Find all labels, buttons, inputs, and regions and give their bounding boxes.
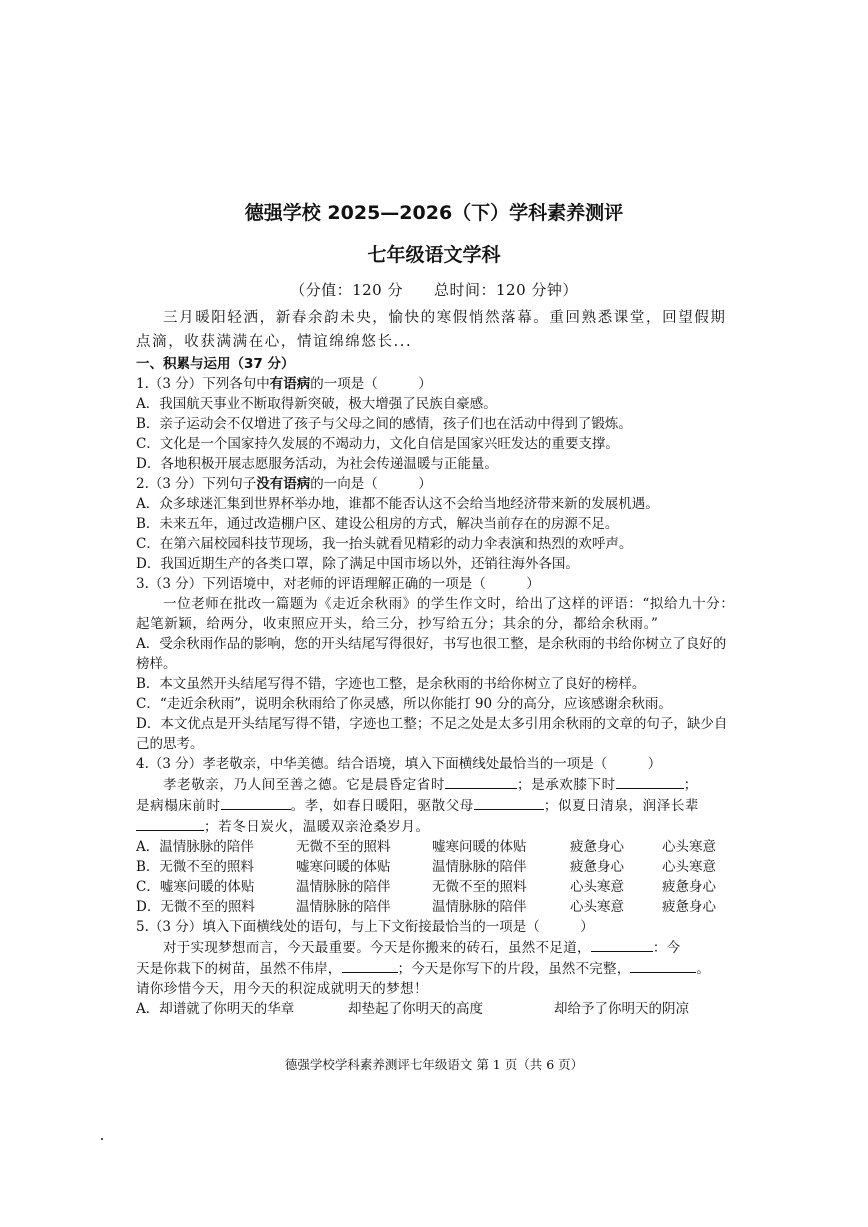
fill-blank[interactable] xyxy=(342,958,398,973)
page-footer: 德强学校学科素养测评七年级语文 第 1 页（共 6 页） xyxy=(284,1057,584,1072)
question-1-option-c: C．文化是一个国家持久发展的不竭动力，文化自信是国家兴旺发达的重要支撑。 xyxy=(136,436,619,452)
question-5-option-a: A．却谱就了你明天的华章 却垫起了你明天的高度 却给予了你明天的阴凉 xyxy=(136,1001,689,1017)
question-3-option-b: B．本文虽然开头结尾写得不错，字迹也工整，是余秋雨的书给你树立了良好的榜样。 xyxy=(136,676,646,692)
score-info: （分值：120 分 总时间：120 分钟） xyxy=(290,281,578,299)
fill-blank[interactable] xyxy=(221,795,291,810)
question-2-option-c: C．在第六届校园科技节现场，我一抬头就看见精彩的动力伞表演和热烈的欢呼声。 xyxy=(136,536,633,552)
question-4-passage-line-2: 是病榻床前时 。孝，如春日暖阳，驱散父母 ；似夏日清泉，润泽长辈 xyxy=(136,795,736,816)
question-4-option-b: B．无微不至的照料 嘘寒问暖的体贴 温情脉脉的陪伴 疲惫身心 心头寒意 xyxy=(136,859,716,875)
question-1-stem: 1.（3 分）下列各句中有语病的一项是（ ） xyxy=(136,376,432,392)
question-4-stem: 4.（3 分）孝老敬亲，中华美德。结合语境，填入下面横线处最恰当的一项是（ ） xyxy=(136,756,662,772)
fill-blank[interactable] xyxy=(474,795,544,810)
question-5-passage-line-3: 请你珍惜今天，用今天的积淀成就明天的梦想！ xyxy=(136,981,428,997)
question-1-option-a: A．我国航天事业不断取得新突破，极大增强了民族自豪感。 xyxy=(136,396,497,412)
question-5-stem: 5.（3 分）填入下面横线处的语句，与上下文衔接最恰当的一项是（ ） xyxy=(136,919,594,935)
question-3-stem: 3.（3 分）下列语境中，对老师的评语理解正确的一项是（ ） xyxy=(136,576,540,592)
question-1-option-b: B．亲子运动会不仅增进了孩子与父母之间的感情，孩子们也在活动中得到了锻炼。 xyxy=(136,416,632,432)
section-heading: 一、积累与运用（37 分） xyxy=(136,356,295,372)
question-3-passage: 一位老师在批改一篇题为《走近余秋雨》的学生作文时，给出了这样的评语：“拟给九十分：起笔新颖，给两分，收束照应开头，给三分，抄写给五分；其余的分，都给余秋雨。” xyxy=(136,596,735,632)
question-2-option-a: A．众多球迷汇集到世界杯举办地，谁都不能否认这不会给当地经济带来新的发展机遇。 xyxy=(136,496,659,512)
exam-content xyxy=(136,306,736,1019)
question-4-option-d: D．无微不至的照料 温情脉脉的陪伴 温情脉脉的陪伴 心头寒意 疲惫身心 xyxy=(136,899,716,915)
question-4-passage-line-1: 孝老敬亲，乃人间至善之德。它是晨昏定省时 ；是承欢膝下时 ； xyxy=(136,774,736,795)
exam-subtitle: 七年级语文学科 xyxy=(367,244,501,266)
intro-paragraph: 三月暖阳轻洒，新春余韵未央，愉快的寒假悄然落幕。重回熟悉课堂，回望假期点滴，收获满满在心，情谊绵绵悠长... xyxy=(136,310,727,350)
question-2-option-b: B．未来五年，通过改造棚户区、建设公租房的方式，解决当前存在的房源不足。 xyxy=(136,516,619,532)
question-3-option-a: A．受余秋雨作品的影响，您的开头结尾写得很好，书写也很工整，是余秋雨的书给你树立了良好的榜样。 xyxy=(136,636,727,672)
question-5-passage-line-1: 对于实现梦想而言，今天最重要。今天是你搬来的砖石，虽然不足道， ：今 xyxy=(136,937,736,958)
fill-blank[interactable] xyxy=(616,774,684,789)
fill-blank[interactable] xyxy=(136,816,204,831)
fill-blank[interactable] xyxy=(445,774,517,789)
scan-speck xyxy=(101,1138,103,1140)
question-3-option-d: D．本文优点是开头结尾写得不错，字迹也工整；不足之处是太多引用余秋雨的文章的句子，缺少自己的思考。 xyxy=(136,716,728,752)
exam-title: 德强学校 2025—2026（下）学科素养测评 xyxy=(244,202,624,224)
question-4-option-c: C．嘘寒问暖的体贴 温情脉脉的陪伴 无微不至的照料 心头寒意 疲惫身心 xyxy=(136,879,716,895)
fill-blank[interactable] xyxy=(591,937,653,952)
question-2-stem: 2.（3 分）下列句子没有语病的一向是（ ） xyxy=(136,476,432,492)
question-3-option-c: C．“走近余秋雨”，说明余秋雨给了你灵感，所以你能打 90 分的高分，应该感谢余秋雨。 xyxy=(136,696,672,712)
question-4-option-a: A．温情脉脉的陪伴 无微不至的照料 嘘寒问暖的体贴 疲惫身心 心头寒意 xyxy=(136,839,716,855)
question-2-option-d: D．我国近期生产的各类口罩，除了满足中国市场以外，还销往海外各国。 xyxy=(136,556,579,572)
fill-blank[interactable] xyxy=(630,958,696,973)
question-5-passage-line-2: 天是你栽下的树苗，虽然不伟岸， ；今天是你写下的片段，虽然不完整， 。 xyxy=(136,958,736,979)
question-1-option-d: D．各地积极开展志愿服务活动，为社会传递温暖与正能量。 xyxy=(136,456,498,472)
question-4-passage-line-3: ；若冬日炭火，温暖双亲沧桑岁月。 xyxy=(136,816,736,837)
